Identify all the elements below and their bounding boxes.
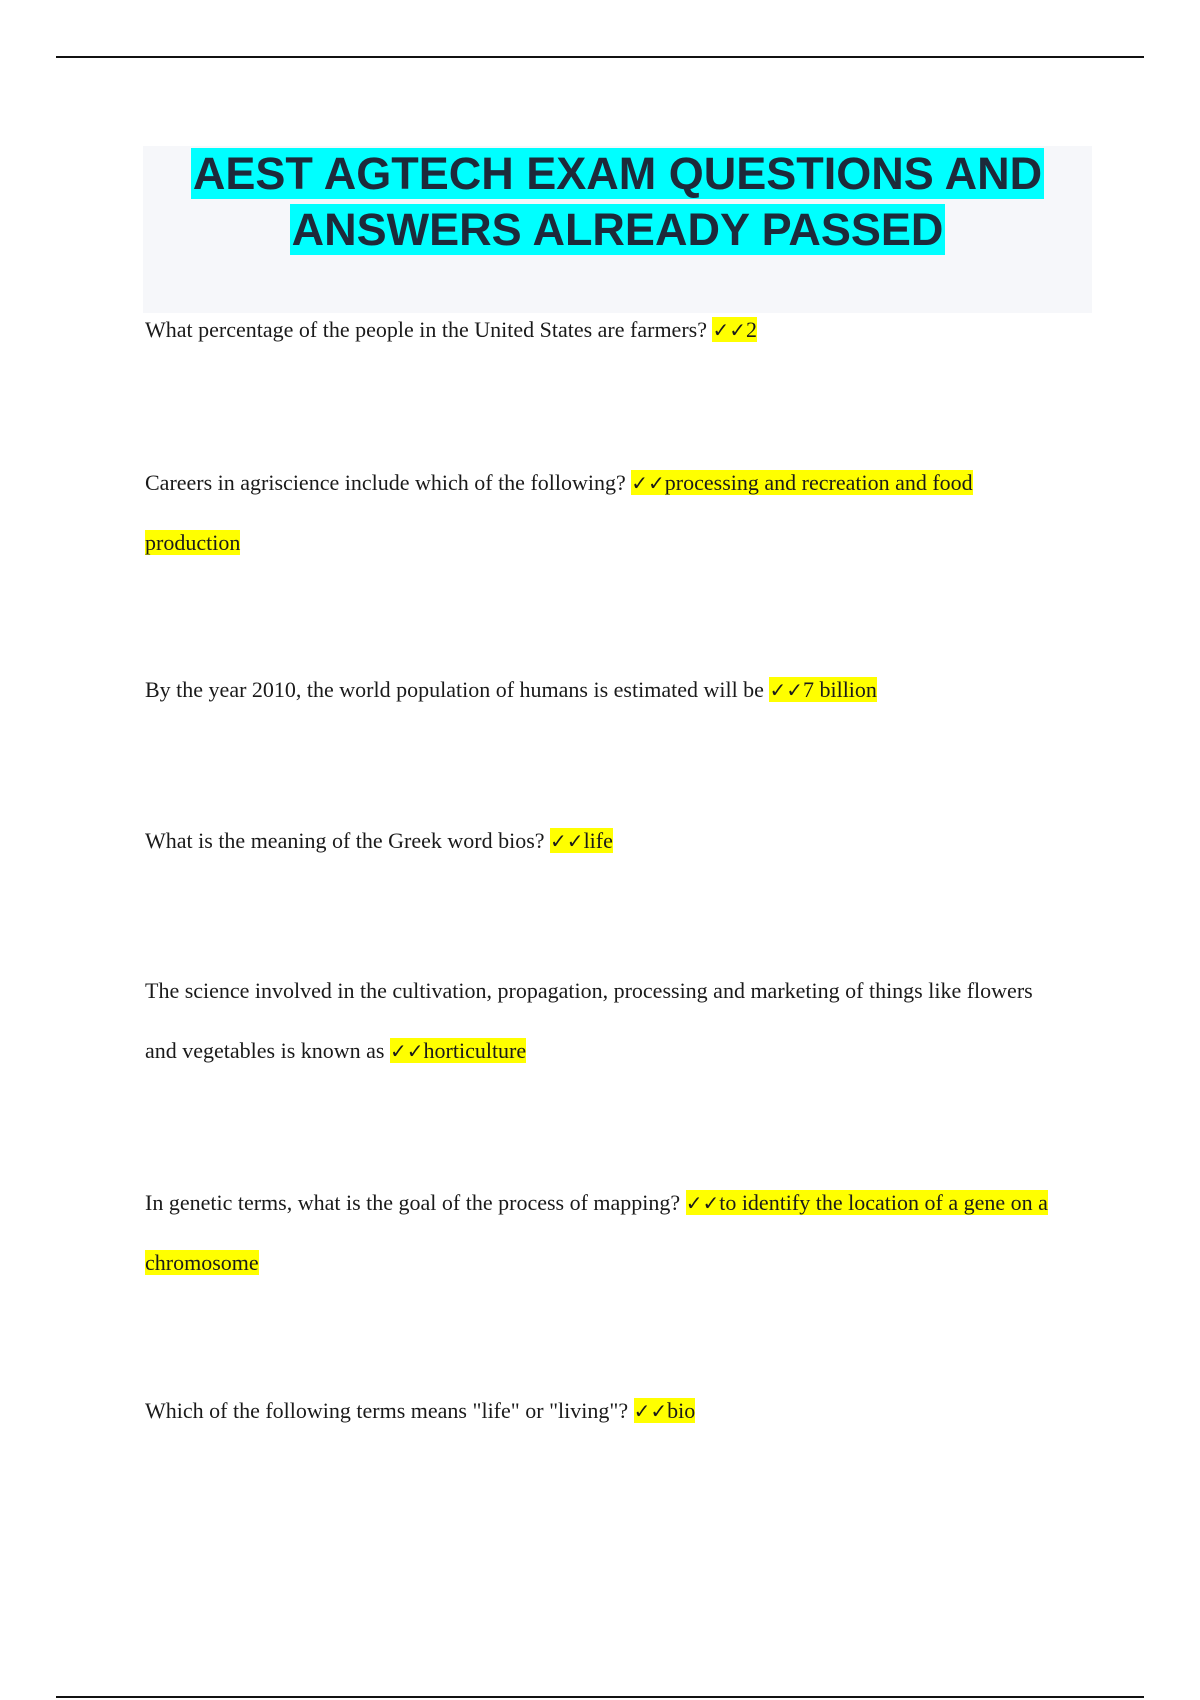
answer-text: processing and recreation and food production (145, 470, 973, 555)
answer-text: 7 billion (802, 677, 877, 702)
answer-text: bio (667, 1398, 696, 1423)
question-text: What is the meaning of the Greek word bios? (145, 828, 551, 853)
check-mark-icon: ✓✓ (685, 1191, 720, 1215)
check-mark-icon: ✓✓ (633, 1399, 668, 1423)
answer-text: to identify the location of a gene on a chromosome (145, 1190, 1048, 1275)
check-mark-icon: ✓✓ (390, 1039, 424, 1063)
question-text: By the year 2010, the world population of humans is estimated will be (145, 677, 770, 702)
bottom-rule (56, 1696, 1144, 1698)
answer-highlight (712, 317, 757, 342)
qa-item-4 (145, 811, 1065, 871)
title-line-2 (143, 202, 1092, 258)
check-mark-icon: ✓✓ (712, 318, 746, 342)
question-text: Which of the following terms means "life" or "living"? (145, 1398, 634, 1423)
qa-item-2 (145, 453, 1065, 573)
answer-text: 2 (745, 317, 757, 342)
check-mark-icon: ✓✓ (550, 829, 584, 853)
question-text: Careers in agriscience include which of the following? (145, 470, 632, 495)
title-banner (143, 146, 1092, 313)
qa-item-7 (145, 1381, 1065, 1441)
answer-highlight (634, 1398, 696, 1423)
qa-item-3 (145, 660, 1065, 720)
title-line-2-text: ANSWERS ALREADY PASSED (291, 204, 944, 255)
check-mark-icon: ✓✓ (631, 471, 665, 495)
qa-item-6 (145, 1173, 1065, 1293)
answer-text: life (583, 828, 613, 853)
check-mark-icon: ✓✓ (769, 678, 803, 702)
question-text: What percentage of the people in the United States are farmers? (145, 317, 713, 342)
top-rule (56, 56, 1144, 58)
answer-highlight (769, 677, 876, 702)
title-line-1-text: AEST AGTECH EXAM QUESTIONS AND (192, 148, 1043, 199)
question-text: In genetic terms, what is the goal of the process of mapping? (145, 1190, 686, 1215)
answer-highlight (550, 828, 613, 853)
question-text: The science involved in the cultivation, propagation, processing and marketing of things like flowers and vegetables is known as (145, 978, 1033, 1063)
title-line-1 (143, 146, 1092, 202)
answer-highlight (390, 1038, 526, 1063)
qa-item-1 (145, 300, 1065, 360)
qa-item-5 (145, 961, 1065, 1081)
answer-text: horticulture (423, 1038, 527, 1063)
